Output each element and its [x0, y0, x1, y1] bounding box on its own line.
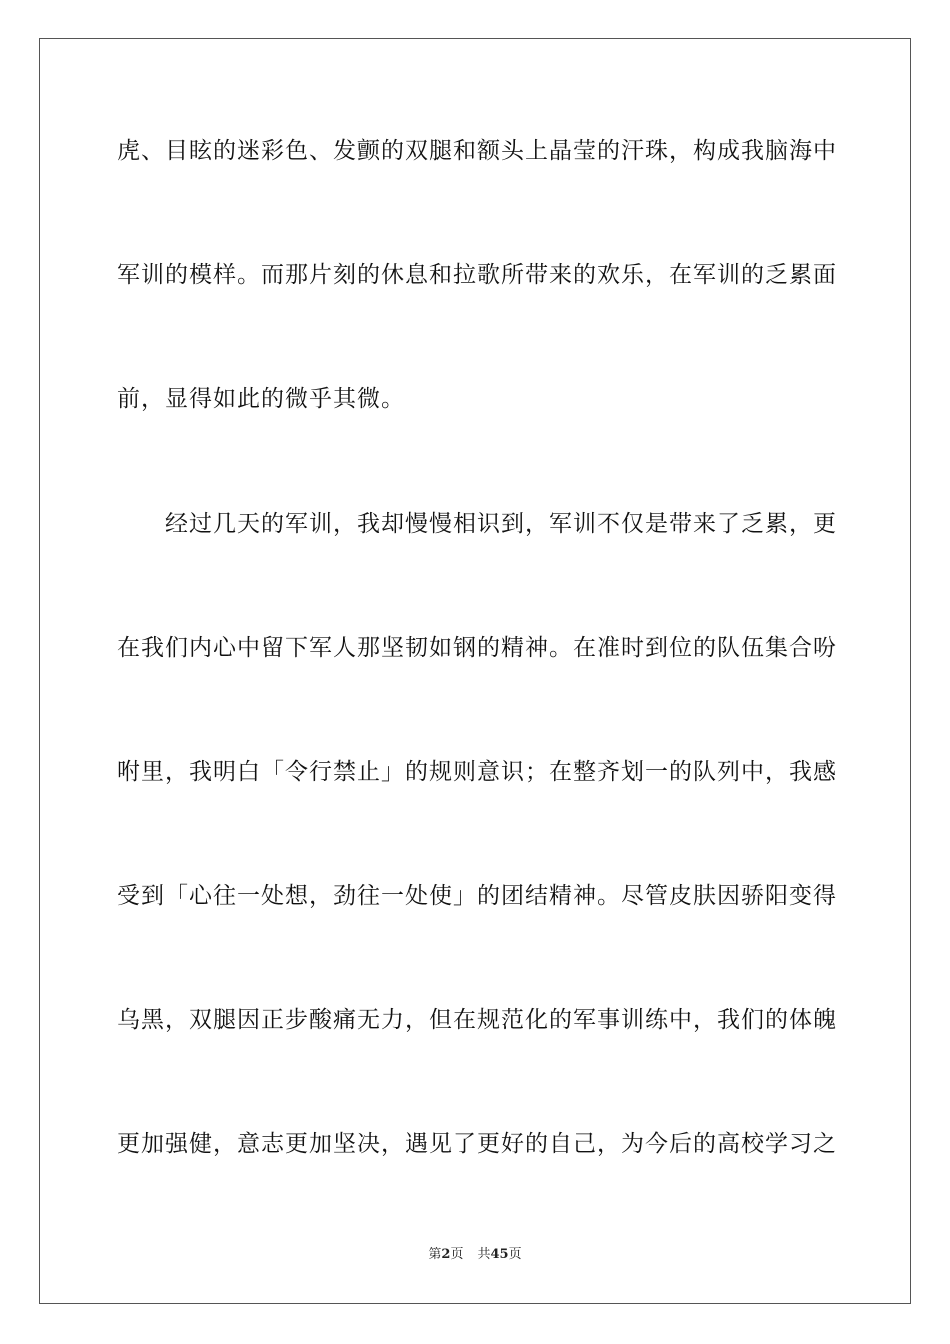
body-text-line: 军训的模样。而那片刻的休息和拉歌所带来的欢乐，在军训的乏累面: [117, 262, 837, 288]
total-suffix: 页: [508, 1247, 522, 1262]
body-text-line: 前，显得如此的微乎其微。: [117, 386, 405, 412]
body-text-line: 在我们内心中留下军人那坚韧如钢的精神。在准时到位的队伍集合吩: [117, 635, 837, 661]
page-footer: [0, 1245, 950, 1265]
body-text-line: 更加强健，意志更加坚决，遇见了更好的自己，为今后的高校学习之: [117, 1131, 837, 1157]
page-prefix: 第: [428, 1247, 442, 1262]
paragraph-first-line: 经过几天的军训，我却慢慢相识到，军训不仅是带来了乏累，更: [165, 511, 837, 537]
body-text-line: 虎、目眩的迷彩色、发颤的双腿和额头上晶莹的汗珠，构成我脑海中: [117, 138, 837, 164]
body-text-line: 受到「心往一处想，劲往一处使」的团结精神。尽管皮肤因骄阳变得: [117, 883, 837, 909]
page-border: [39, 38, 911, 1304]
body-text-line: 乌黑，双腿因正步酸痛无力，但在规范化的军事训练中，我们的体魄: [117, 1007, 837, 1033]
page-number: 2: [441, 1247, 451, 1262]
page-suffix: 页: [450, 1247, 464, 1262]
total-pages: 45: [490, 1247, 509, 1262]
total-prefix: 共: [477, 1247, 491, 1262]
body-text-line: 咐里，我明白「令行禁止」的规则意识；在整齐划一的队列中，我感: [117, 759, 837, 785]
